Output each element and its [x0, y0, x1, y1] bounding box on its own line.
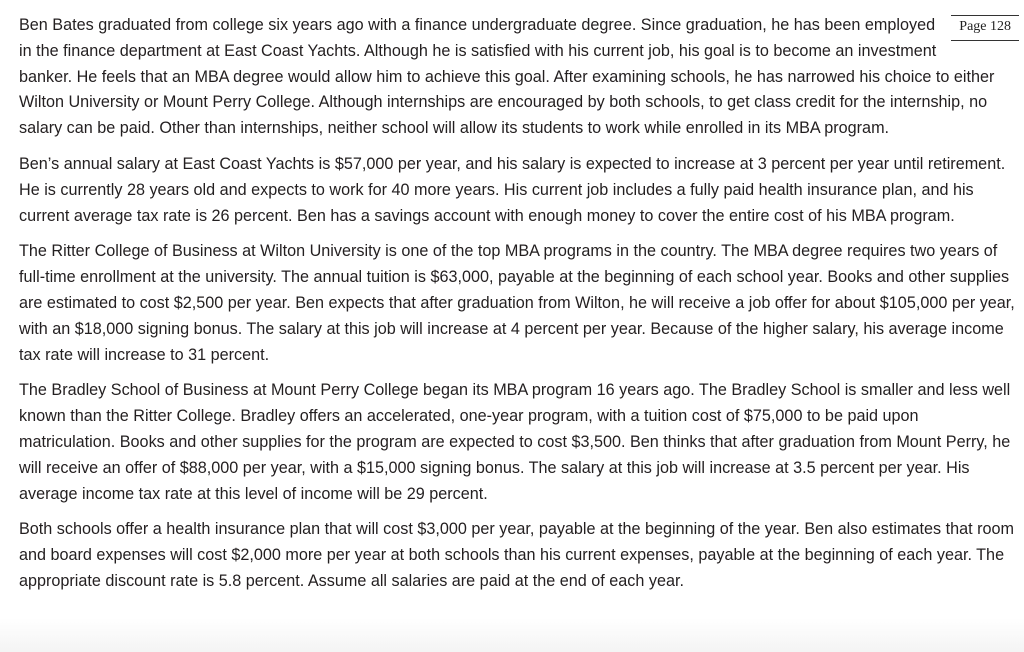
paragraph-ritter-college: The Ritter College of Business at Wilton University is one of the top MBA programs in the country. The MBA degree requires two years of full-time enrollment at the university. The annual tuition is $63,000, payable at the beginning of each school year. Books and other supplies are estimated to cost $2,500 per year. Ben expects that after graduation from Wilton, he will receive a job offer for about $105,000 per year, with an $18,000 signing bonus. The salary at this job will increase at 4 percent per year. Because of the higher salary, his average income tax rate will increase to 31 percent. — [19, 242, 1015, 364]
paragraph-intro: Ben Bates graduated from college six years ago with a finance undergraduate degree. Since graduation, he has been employed in the finance department at East Coast Yachts. Although he is satisfied with his current job, his goal is to become an investment banker. He feels that an MBA degree would allow him to achieve this goal. After examining schools, he has narrowed his choice to either Wilton University or Mount Perry College. Although internships are encouraged by both schools, to get class credit for the internship, no salary can be paid. Other than internships, neither school will allow its students to work while enrolled in its MBA program. — [19, 16, 995, 138]
paragraph-current-job: Ben’s annual salary at East Coast Yachts is $57,000 per year, and his salary is expected to increase at 3 percent per year until retirement. He is currently 28 years old and expects to work for 40 more years. His current job includes a fully paid health insurance plan, and his current average tax rate is 26 percent. Ben has a savings account with enough money to cover the entire cost of his MBA program. — [19, 154, 1006, 225]
bottom-fade — [0, 618, 1024, 652]
document-page — [19, 13, 1015, 605]
page-number-marker: Page 128 — [951, 15, 1019, 41]
paragraph-bradley-school: The Bradley School of Business at Mount Perry College began its MBA program 16 years ago. The Bradley School is smaller and less well known than the Ritter College. Bradley offers an accelerated, one-year program, with a tuition cost of $75,000 to be paid upon matriculation. Books and other supplies for the program are expected to cost $3,500. Ben thinks that after graduation from Mount Perry, he will receive an offer of $88,000 per year, with a $15,000 signing bonus. The salary at this job will increase at 3.5 percent per year. His average income tax rate at this level of income will be 29 percent. — [19, 381, 1011, 503]
paragraph-shared-costs: Both schools offer a health insurance plan that will cost $3,000 per year, payable at the beginning of the year. Ben also estimates that room and board expenses will cost $2,000 more per year at both schools than his current expenses, payable at the beginning of each year. The appropriate discount rate is 5.8 percent. Assume all salaries are paid at the end of each year. — [19, 520, 1014, 590]
